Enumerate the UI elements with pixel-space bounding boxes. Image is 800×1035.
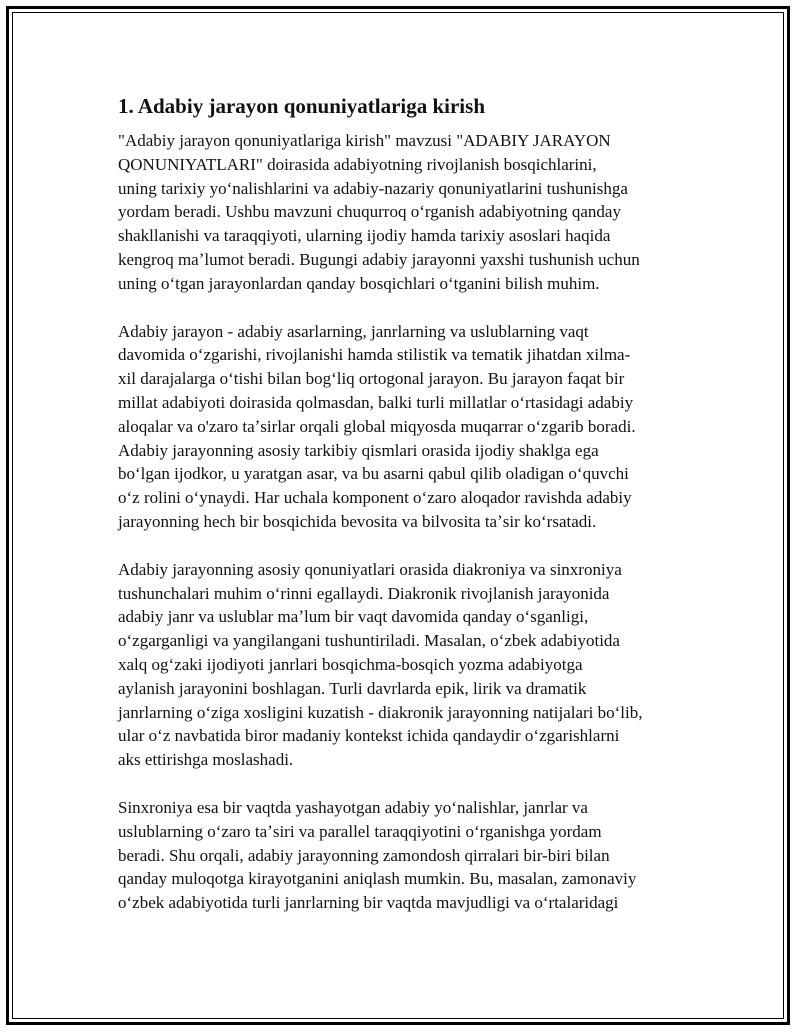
paragraph-line: janrlarning oʻziga xosligini kuzatish - diakronik jarayonning natijalari boʻlib, [118, 702, 643, 722]
paragraph-line: yordam beradi. Ushbu mavzuni chuqurroq oʻrganish adabiyotning qanday [118, 202, 621, 222]
paragraph-line: uning tarixiy yoʻnalishlarini va adabiy-nazariy qonuniyatlarini tushunishga [118, 178, 628, 198]
paragraph-line: aks ettirishga moslashadi. [118, 750, 294, 770]
body-paragraph [118, 320, 678, 534]
body-paragraph [118, 796, 678, 915]
paragraph-line: uning oʻtgan jarayonlardan qanday bosqichlari oʻtganini bilish muhim. [118, 273, 600, 293]
paragraph-gap [118, 534, 678, 558]
paragraph-line: ular oʻz navbatida biror madaniy kontekst ichida qandaydir oʻzgarishlarni [118, 726, 620, 746]
paragraph-line: aloqalar va o'zaro taʼsirlar orqali global miqyosda muqarrar oʻzgarib boradi. [118, 416, 636, 436]
paragraph-line: beradi. Shu orqali, adabiy jarayonning zamondosh qirralari bir-biri bilan [118, 845, 610, 865]
paragraph-line: "Adabiy jarayon qonuniyatlariga kirish" mavzusi "ADABIY JARAYON [118, 131, 611, 150]
paragraph-line: kengroq maʼlumot beradi. Bugungi adabiy jarayonni yaxshi tushunish uchun [118, 249, 640, 269]
paragraphs [118, 129, 678, 915]
paragraph-line: xil darajalarga oʻtishi bilan bogʻliq ortogonal jarayon. Bu jarayon faqat bir [118, 369, 625, 389]
section-heading: 1. Adabiy jarayon qonuniyatlariga kirish [118, 94, 485, 118]
paragraph-line: oʻzbek adabiyotida turli janrlarning bir vaqtda mavjudligi va oʻrtalaridagi [118, 893, 619, 913]
paragraph-line: Adabiy jarayon - adabiy asarlarning, janrlarning va uslublarning vaqt [118, 321, 589, 341]
paragraph-line: aylanish jarayonini boshlagan. Turli davrlarda epik, lirik va dramatik [118, 678, 587, 698]
paragraph-line: QONUNIYATLARI" doirasida adabiyotning rivojlanish bosqichlarini, [118, 154, 597, 174]
paragraph-line: xalq ogʻzaki ijodiyoti janrlari bosqichma-bosqich yozma adabiyotga [118, 654, 583, 674]
paragraph-line: oʻzgarganligi va yangilangani tushuntiriladi. Masalan, oʻzbek adabiyotida [118, 631, 620, 651]
paragraph-line: millat adabiyoti doirasida qolmasdan, balki turli millatlar oʻrtasidagi adabiy [118, 392, 634, 412]
paragraph-gap [118, 772, 678, 796]
paragraph-line: oʻz rolini oʻynaydi. Har uchala komponent oʻzaro aloqador ravishda adabiy [118, 488, 632, 508]
paragraph-line: jarayonning hech bir bosqichida bevosita va bilvosita taʼsir koʻrsatadi. [118, 511, 597, 531]
body-paragraph [118, 129, 678, 296]
paragraph-line: uslublarning oʻzaro taʼsiri va parallel taraqqiyotini oʻrganishga yordam [118, 821, 602, 841]
paragraph-gap [118, 296, 678, 320]
document-body [118, 92, 678, 915]
paragraph-line: Adabiy jarayonning asosiy qonuniyatlari orasida diakroniya va sinxroniya [118, 559, 622, 579]
paragraph-line: Adabiy jarayonning asosiy tarkibiy qismlari orasida ijodiy shaklga ega [118, 440, 599, 460]
paragraph-line: shakllanishi va taraqqiyoti, ularning ijodiy hamda tarixiy asoslari haqida [118, 226, 611, 246]
paragraph-line: adabiy janr va uslublar maʼlum bir vaqt davomida qanday oʻsganligi, [118, 607, 589, 627]
paragraph-line: qanday muloqotga kirayotganini aniqlash mumkin. Bu, masalan, zamonaviy [118, 869, 637, 889]
body-paragraph [118, 558, 678, 772]
paragraph-line: boʻlgan ijodkor, u yaratgan asar, va bu asarni qabul qilib oladigan oʻquvchi [118, 464, 629, 484]
paragraph-line: tushunchalari muhim oʻrinni egallaydi. Diakronik rivojlanish jarayonida [118, 583, 610, 603]
paragraph-line: davomida oʻzgarishi, rivojlanishi hamda stilistik va tematik jihatdan xilma- [118, 345, 631, 365]
paragraph-line: Sinxroniya esa bir vaqtda yashayotgan adabiy yoʻnalishlar, janrlar va [118, 797, 588, 817]
